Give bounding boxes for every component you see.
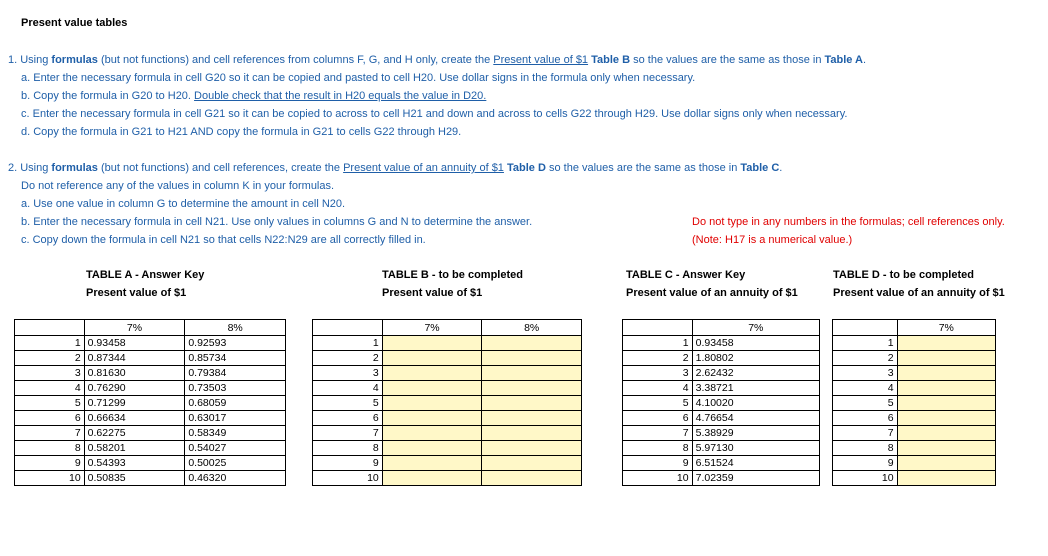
value-cell: 2.62432	[692, 366, 819, 381]
q2-text: so the values are the same as those in	[545, 162, 741, 174]
table-row	[623, 441, 820, 456]
input-cell[interactable]	[382, 366, 482, 381]
input-cell[interactable]	[897, 426, 995, 441]
input-cell[interactable]	[382, 456, 482, 471]
period-cell: 3	[15, 366, 85, 381]
period-cell: 8	[833, 441, 898, 456]
q1-text: (but not functions) and cell references from columns F, G, and H only, create the	[97, 54, 494, 66]
input-cell[interactable]	[897, 381, 995, 396]
table-a	[14, 319, 286, 486]
table-row	[15, 441, 286, 456]
table-row	[623, 411, 820, 426]
period-cell: 10	[833, 471, 898, 486]
value-cell: 4.10020	[692, 396, 819, 411]
input-cell[interactable]	[382, 396, 482, 411]
period-cell: 9	[623, 456, 693, 471]
table-b	[312, 319, 582, 486]
table-header-row	[623, 320, 820, 336]
q2-line2: Do not reference any of the values in column K in your formulas.	[21, 180, 335, 192]
period-cell: 10	[623, 471, 693, 486]
header-cell: 7%	[897, 320, 995, 336]
q2-text: 2. Using	[8, 162, 52, 174]
q1-step-b	[21, 90, 486, 102]
input-cell[interactable]	[482, 366, 582, 381]
table-row	[313, 456, 582, 471]
table-c-title: TABLE C - Answer Key	[626, 269, 746, 281]
input-cell[interactable]	[382, 351, 482, 366]
input-cell[interactable]	[482, 336, 582, 351]
table-row	[833, 396, 996, 411]
period-cell: 8	[313, 441, 383, 456]
period-cell: 5	[833, 396, 898, 411]
period-cell: 2	[623, 351, 693, 366]
table-row	[313, 411, 582, 426]
input-cell[interactable]	[482, 351, 582, 366]
period-cell: 10	[313, 471, 383, 486]
value-cell: 0.50025	[185, 456, 286, 471]
period-cell: 2	[313, 351, 383, 366]
value-cell: 0.63017	[185, 411, 286, 426]
period-cell: 9	[15, 456, 85, 471]
table-row	[623, 351, 820, 366]
table-row	[15, 336, 286, 351]
input-cell[interactable]	[382, 426, 482, 441]
table-row	[833, 411, 996, 426]
value-cell: 0.46320	[185, 471, 286, 486]
period-cell: 6	[623, 411, 693, 426]
table-row	[623, 426, 820, 441]
table-row	[623, 471, 820, 486]
table-row	[833, 456, 996, 471]
q2-bold: Table D	[503, 162, 546, 174]
period-cell: 10	[15, 471, 85, 486]
period-cell: 3	[833, 366, 898, 381]
q2-bold: Table C	[740, 162, 780, 174]
input-cell[interactable]	[482, 396, 582, 411]
q1-bold: formulas	[51, 54, 98, 66]
input-cell[interactable]	[897, 411, 995, 426]
table-a-subtitle: Present value of $1	[86, 287, 187, 299]
table-row	[15, 411, 286, 426]
period-cell: 4	[623, 381, 693, 396]
q1-bold: Table B	[588, 54, 631, 66]
q1-text: .	[863, 54, 867, 66]
value-cell: 1.80802	[692, 351, 819, 366]
q2-intro	[8, 162, 782, 174]
value-cell: 5.38929	[692, 426, 819, 441]
period-cell: 7	[313, 426, 383, 441]
table-b-title: TABLE B - to be completed	[382, 269, 523, 281]
table-row	[15, 471, 286, 486]
q1-step-b-underlined: Double check that the result in H20 equals the value in D20.	[194, 90, 487, 102]
input-cell[interactable]	[482, 411, 582, 426]
period-cell: 8	[15, 441, 85, 456]
value-cell: 0.73503	[185, 381, 286, 396]
header-cell: 7%	[692, 320, 819, 336]
header-cell: 7%	[382, 320, 482, 336]
period-cell: 1	[833, 336, 898, 351]
q1-link[interactable]: Present value of $1	[493, 54, 589, 66]
period-cell: 4	[313, 381, 383, 396]
period-cell: 6	[833, 411, 898, 426]
table-b-subtitle: Present value of $1	[382, 287, 483, 299]
q2-step-b: b. Enter the necessary formula in cell N21. Use only values in columns G and N to determine the answer.	[21, 216, 533, 228]
table-row	[15, 426, 286, 441]
period-cell: 2	[15, 351, 85, 366]
period-cell: 7	[15, 426, 85, 441]
table-d-subtitle: Present value of an annuity of $1	[833, 287, 1005, 299]
input-cell[interactable]	[382, 471, 482, 486]
value-cell: 3.38721	[692, 381, 819, 396]
period-cell: 1	[15, 336, 85, 351]
header-cell: 8%	[185, 320, 286, 336]
input-cell[interactable]	[897, 336, 995, 351]
value-cell: 6.51524	[692, 456, 819, 471]
period-cell: 9	[313, 456, 383, 471]
note-h17: (Note: H17 is a numerical value.)	[692, 234, 853, 246]
value-cell: 0.93458	[84, 336, 185, 351]
table-header-row	[15, 320, 286, 336]
period-cell: 3	[623, 366, 693, 381]
table-row	[313, 366, 582, 381]
table-row	[313, 336, 582, 351]
value-cell: 0.85734	[185, 351, 286, 366]
period-cell: 5	[15, 396, 85, 411]
q1-step-a: a. Enter the necessary formula in cell G20 so it can be copied and pasted to cell H20. Use dollar signs in the formula only when necessary.	[21, 72, 696, 84]
input-cell[interactable]	[897, 456, 995, 471]
value-cell: 0.92593	[185, 336, 286, 351]
period-cell: 5	[623, 396, 693, 411]
header-cell	[833, 320, 898, 336]
q1-text: so the values are the same as those in	[630, 54, 825, 66]
table-row	[15, 456, 286, 471]
value-cell: 0.81630	[84, 366, 185, 381]
table-row	[313, 396, 582, 411]
period-cell: 4	[15, 381, 85, 396]
period-cell: 7	[623, 426, 693, 441]
input-cell[interactable]	[482, 441, 582, 456]
table-row	[15, 396, 286, 411]
value-cell: 5.97130	[692, 441, 819, 456]
table-c	[622, 319, 820, 486]
value-cell: 0.71299	[84, 396, 185, 411]
table-row	[313, 351, 582, 366]
q2-text: (but not functions) and cell references, create the	[97, 162, 344, 174]
value-cell: 0.93458	[692, 336, 819, 351]
input-cell[interactable]	[382, 336, 482, 351]
value-cell: 0.54027	[185, 441, 286, 456]
value-cell: 7.02359	[692, 471, 819, 486]
table-c-subtitle: Present value of an annuity of $1	[626, 287, 798, 299]
value-cell: 0.87344	[84, 351, 185, 366]
value-cell: 0.58201	[84, 441, 185, 456]
period-cell: 6	[313, 411, 383, 426]
table-row	[15, 381, 286, 396]
value-cell: 0.58349	[185, 426, 286, 441]
period-cell: 6	[15, 411, 85, 426]
input-cell[interactable]	[382, 381, 482, 396]
table-row	[15, 351, 286, 366]
input-cell[interactable]	[482, 381, 582, 396]
period-cell: 8	[623, 441, 693, 456]
page-title: Present value tables	[21, 17, 128, 29]
table-row	[833, 441, 996, 456]
table-row	[833, 366, 996, 381]
input-cell[interactable]	[897, 351, 995, 366]
table-d	[832, 319, 996, 486]
table-row	[623, 396, 820, 411]
period-cell: 3	[313, 366, 383, 381]
table-a-title: TABLE A - Answer Key	[86, 269, 205, 281]
period-cell: 1	[313, 336, 383, 351]
table-row	[623, 336, 820, 351]
value-cell: 0.62275	[84, 426, 185, 441]
header-cell: 8%	[482, 320, 582, 336]
table-row	[15, 366, 286, 381]
input-cell[interactable]	[382, 441, 482, 456]
q1-step-d: d. Copy the formula in G21 to H21 AND copy the formula in G21 to cells G22 through H29.	[21, 126, 462, 138]
q2-link[interactable]: Present value of an annuity of $1	[343, 162, 504, 174]
table-row	[833, 351, 996, 366]
q2-step-a: a. Use one value in column G to determine the amount in cell N20.	[21, 198, 346, 210]
table-row	[623, 456, 820, 471]
q1-step-c: c. Enter the necessary formula in cell G21 so it can be copied to across to cell H21 and down and across to cells G22 through H29. Use dollar signs only when necessary.	[21, 108, 848, 120]
input-cell[interactable]	[897, 441, 995, 456]
table-row	[623, 366, 820, 381]
q2-text: .	[779, 162, 783, 174]
q1-text: 1. Using	[8, 54, 52, 66]
input-cell[interactable]	[482, 471, 582, 486]
table-row	[623, 381, 820, 396]
table-row	[313, 426, 582, 441]
table-row	[313, 471, 582, 486]
period-cell: 5	[313, 396, 383, 411]
q2-step-c: c. Copy down the formula in cell N21 so that cells N22:N29 are all correctly filled in.	[21, 234, 426, 246]
table-d-title: TABLE D - to be completed	[833, 269, 974, 281]
period-cell: 4	[833, 381, 898, 396]
input-cell[interactable]	[897, 366, 995, 381]
value-cell: 0.79384	[185, 366, 286, 381]
table-row	[833, 426, 996, 441]
table-header-row	[833, 320, 996, 336]
q2-bold: formulas	[51, 162, 98, 174]
table-header-row	[313, 320, 582, 336]
q1-intro	[8, 54, 866, 66]
table-row	[313, 381, 582, 396]
note-cell-refs: Do not type in any numbers in the formulas; cell references only.	[692, 216, 1005, 228]
period-cell: 7	[833, 426, 898, 441]
header-cell	[623, 320, 693, 336]
q1-step-b-text: b. Copy the formula in G20 to H20.	[21, 90, 195, 102]
header-cell: 7%	[84, 320, 185, 336]
value-cell: 0.76290	[84, 381, 185, 396]
value-cell: 0.54393	[84, 456, 185, 471]
header-cell	[313, 320, 383, 336]
period-cell: 9	[833, 456, 898, 471]
period-cell: 1	[623, 336, 693, 351]
value-cell: 0.68059	[185, 396, 286, 411]
value-cell: 0.66634	[84, 411, 185, 426]
input-cell[interactable]	[382, 411, 482, 426]
input-cell[interactable]	[897, 471, 995, 486]
value-cell: 4.76654	[692, 411, 819, 426]
header-cell	[15, 320, 85, 336]
table-row	[313, 441, 582, 456]
table-row	[833, 471, 996, 486]
table-row	[833, 381, 996, 396]
input-cell[interactable]	[897, 396, 995, 411]
q1-bold: Table A	[824, 54, 864, 66]
period-cell: 2	[833, 351, 898, 366]
input-cell[interactable]	[482, 456, 582, 471]
table-row	[833, 336, 996, 351]
value-cell: 0.50835	[84, 471, 185, 486]
input-cell[interactable]	[482, 426, 582, 441]
